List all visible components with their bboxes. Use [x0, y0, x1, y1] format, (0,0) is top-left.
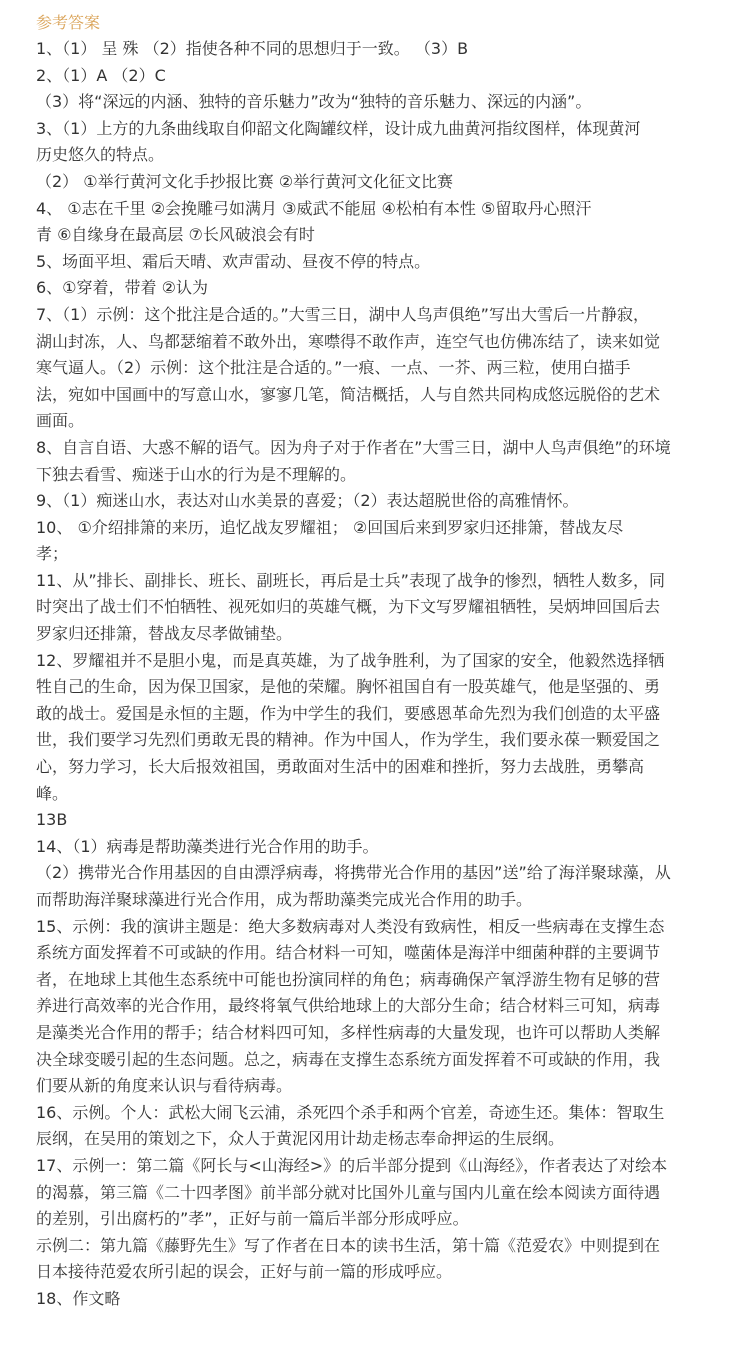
answer-line: 下独去看雪、痴迷于山水的行为是不理解的。 [36, 464, 357, 484]
answer-line: 17、示例一：第二篇《阿长与<山海经>》的后半部分提到《山海经》，作者表达了对绘本 [36, 1155, 668, 1175]
answer-line: 8、自言自语、大惑不解的语气。因为舟子对于作者在”大雪三日，湖中人鸟声俱绝”的环境 [36, 437, 671, 457]
answer-line: 1、（1） 呈 殊 （2）指使各种不同的思想归于一致。 （3）B [36, 39, 469, 58]
answer-line: 5、场面平坦、霜后天晴、欢声雷动、昼夜不停的特点。 [36, 251, 431, 271]
answer-line: 系统方面发挥着不可或缺的作用。结合材料一可知，噬菌体是海洋中细菌种群的主要调节 [36, 943, 661, 963]
answer-line: 14、（1）病毒是帮助藻类进行光合作用的助手。 [36, 836, 379, 856]
answer-line: 历史悠久的特点。 [36, 145, 165, 165]
answer-line: 世，我们要学习先烈们勇敢无畏的精神。作为中国人，作为学生，我们要永葆一颗爱国之 [36, 730, 661, 750]
answer-line: 的渴慕，第三篇《二十四孝图》前半部分就对比国外儿童与国内儿童在绘本阅读方面待遇 [36, 1182, 661, 1202]
answer-line: 12、罗耀祖并不是胆小鬼，而是真英雄，为了战争胜利，为了国家的安全，他毅然选择牺 [36, 650, 665, 670]
answer-line: 养进行高效率的光合作用，最终将氧气供给地球上的大部分生命；结合材料三可知，病毒 [36, 996, 661, 1016]
answer-line: 11、从”排长、副排长、班长、副班长，再后是士兵”表现了战争的惨烈，牺牲人数多，同 [36, 570, 665, 590]
answer-line: 峰。 [36, 783, 69, 803]
answer-line: 10、 ①介绍排箫的来历，追忆战友罗耀祖； ②回国后来到罗家归还排箫，替战友尽 [36, 517, 624, 537]
answer-line: 示例二：第九篇《藤野先生》写了作者在日本的读书生活，第十篇《范爱农》中则提到在 [36, 1235, 661, 1255]
answer-line: 敢的战士。爱国是永恒的主题，作为中学生的我们，要感恩革命先烈为我们创造的太平盛 [36, 703, 661, 723]
answer-line: 13B [36, 810, 68, 830]
answer-lines [36, 36, 720, 1313]
answer-line: 青 ⑥自缘身在最高层 ⑦长风破浪会有时 [36, 225, 315, 245]
answer-line: 的差别，引出腐朽的”孝”，正好与前一篇后半部分形成呼应。 [36, 1209, 469, 1229]
answer-line: （3）将“深远的内涵、独特的音乐魅力”改为“独特的音乐魅力、深远的内涵”。 [36, 92, 592, 112]
answer-line: 2、（1）A （2）C [36, 65, 166, 85]
answer-line: 日本接待范爱农所引起的误会，正好与前一篇的形成呼应。 [36, 1262, 453, 1282]
answer-line: 而帮助海洋聚球藻进行光合作用，成为帮助藻类完成光合作用的助手。 [36, 890, 533, 909]
answer-line: 7、（1）示例：这个批注是合适的。”大雪三日，湖中人鸟声俱绝”写出大雪后一片静寂， [36, 304, 649, 324]
answer-line: 辰纲，在吴用的策划之下，众人于黄泥冈用计劫走杨志奉命押运的生辰纲。 [36, 1129, 565, 1149]
answer-line: 法，宛如中国画中的写意山水，寥寥几笔，简洁概括，人与自然共同构成悠远脱俗的艺术 [36, 384, 661, 404]
answer-line: 画面。 [36, 411, 85, 431]
answer-line: 者，在地球上其他生态系统中可能也扮演同样的角色；病毒确保产氧浮游生物有足够的营 [36, 969, 661, 989]
answer-line: 心，努力学习，长大后报效祖国，勇敢面对生活中的困难和挫折，努力去战胜，勇攀高 [36, 757, 645, 777]
answer-line: 罗家归还排箫，替战友尽孝做铺垫。 [36, 624, 293, 644]
answer-line: 15、示例：我的演讲主题是：绝大多数病毒对人类没有致病性，相反一些病毒在支撑生态 [36, 916, 665, 936]
answer-line: 是藻类光合作用的帮手；结合材料四可知，多样性病毒的大量发现，也许可以帮助人类解 [36, 1022, 661, 1042]
answer-line: 牲自己的生命，因为保卫国家，是他的荣耀。胸怀祖国自有一股英雄气，他是坚强的、勇 [36, 677, 661, 697]
answer-line: 湖山封冻，人、鸟都瑟缩着不敢外出，寒噤得不敢作声，连空气也仿佛冻结了，读来如觉 [36, 331, 661, 351]
answer-line: （2） ①举行黄河文化手抄报比赛 ②举行黄河文化征文比赛 [36, 171, 454, 191]
answer-line: 3、（1）上方的九条曲线取自仰韶文化陶罐纹样，设计成九曲黄河指纹图样，体现黄河 [36, 118, 641, 138]
answer-line: 6、①穿着，带着 ②认为 [36, 278, 208, 298]
answer-line: 孝； [36, 544, 69, 564]
answer-line: 时突出了战士们不怕牺牲、视死如归的英雄气概，为下文写罗耀祖牺牲，吴炳坤回国后去 [36, 597, 661, 617]
answer-line: 决全球变暖引起的生态问题。总之，病毒在支撑生态系统方面发挥着不可或缺的作用，我 [36, 1049, 661, 1069]
answer-line: （2）携带光合作用基因的自由漂浮病毒，将携带光合作用的基因”送”给了海洋聚球藻，从 [36, 863, 671, 883]
page-title: 参考答案 [36, 13, 101, 32]
answer-line: 18、作文略 [36, 1288, 121, 1308]
answer-line: 们要从新的角度来认识与看待病毒。 [36, 1076, 293, 1096]
answer-line: 16、示例。个人：武松大闹飞云浦，杀死四个杀手和两个官差，奇迹生还。集体：智取生 [36, 1102, 665, 1122]
answer-line: 4、 ①志在千里 ②会挽雕弓如满月 ③威武不能屈 ④松柏有本性 ⑤留取丹心照汗 [36, 198, 592, 218]
answer-line: 寒气逼人。（2）示例：这个批注是合适的。”一痕、一点、一芥、两三粒，使用白描手 [36, 358, 631, 378]
answer-line: 9、（1）痴迷山水，表达对山水美景的喜爱；（2）表达超脱世俗的高雅情怀。 [36, 491, 579, 511]
